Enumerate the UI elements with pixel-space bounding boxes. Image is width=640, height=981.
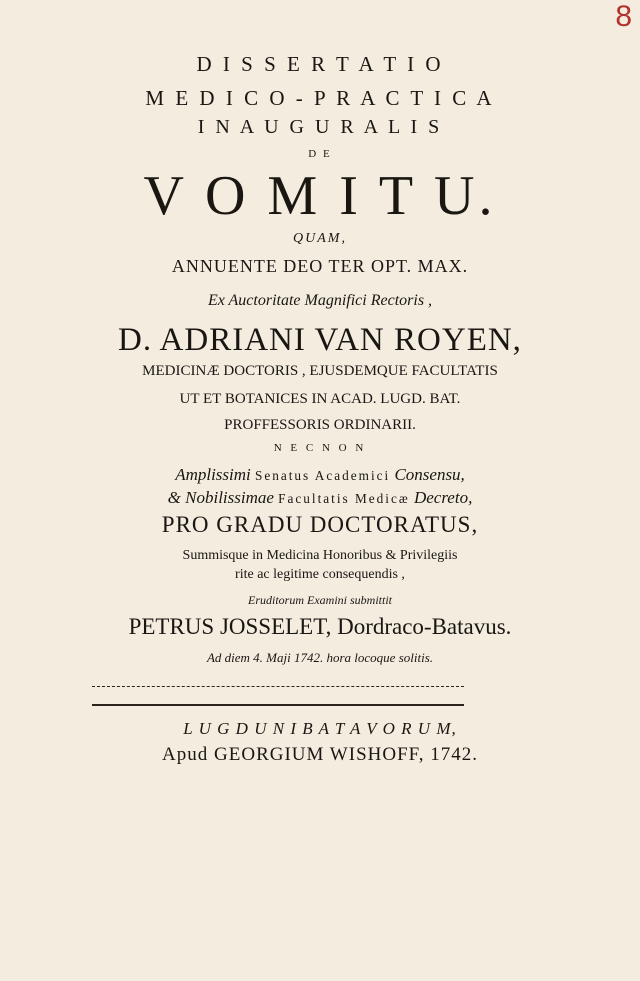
auctoritate-line: Ex Auctoritate Magnifici Rectoris , — [207, 292, 433, 309]
rector-name: D. ADRIANI VAN ROYEN, — [118, 322, 522, 358]
rector-title-1: MEDICINÆ DOCTORIS , EJUSDEMQUE FACULTATIS — [142, 363, 498, 379]
title-line-1: D I S S E R T A T I O — [196, 52, 444, 76]
pro-gradu: PRO GRADU DOCTORATUS, — [161, 512, 479, 537]
rector-title-2: UT ET BOTANICES IN ACAD. LUGD. BAT. — [179, 391, 461, 407]
facultatis-c: Decreto, — [413, 488, 473, 507]
title-subject: V O M I T U. — [143, 165, 497, 227]
place-line: L U G D U N I B A T A V O R U M, — [183, 719, 457, 738]
title-line-2: M E D I C O - P R A C T I C A — [145, 86, 495, 110]
date-line: Ad diem 4. Maji 1742. hora locoque solitis. — [206, 650, 434, 665]
divider-top — [92, 686, 464, 687]
facultatis-line — [0, 488, 640, 508]
summisque-1: Summisque in Medicina Honoribus & Privilegiis — [182, 548, 458, 563]
senatus-b: Senatus Academici — [255, 468, 391, 483]
senatus-a: Amplissimi — [175, 465, 251, 484]
annuente-line: ANNUENTE DEO TER OPT. MAX. — [171, 256, 469, 276]
eruditorum-line: Eruditorum Examini submittit — [248, 593, 392, 607]
senatus-line — [0, 465, 640, 485]
rector-title-3: PROFFESSORIS ORDINARII. — [224, 417, 416, 433]
divider-bottom — [92, 704, 464, 706]
facultatis-b: Facultatis Medicæ — [278, 491, 410, 506]
summisque-2: rite ac legitime consequendis , — [235, 567, 405, 582]
quam-line: QUAM, — [293, 231, 347, 246]
senatus-c: Consensu, — [394, 465, 465, 484]
facultatis-a: & Nobilissimae — [167, 488, 274, 507]
page-number: 8 — [615, 0, 632, 33]
title-line-3: I N A U G U R A L I S — [197, 116, 443, 138]
author-line: PETRUS JOSSELET, Dordraco-Batavus. — [128, 614, 512, 639]
nec-non: N E C N O N — [273, 442, 367, 454]
printer-line: Apud GEORGIUM WISHOFF, 1742. — [162, 744, 478, 765]
title-de: D E — [308, 148, 332, 160]
